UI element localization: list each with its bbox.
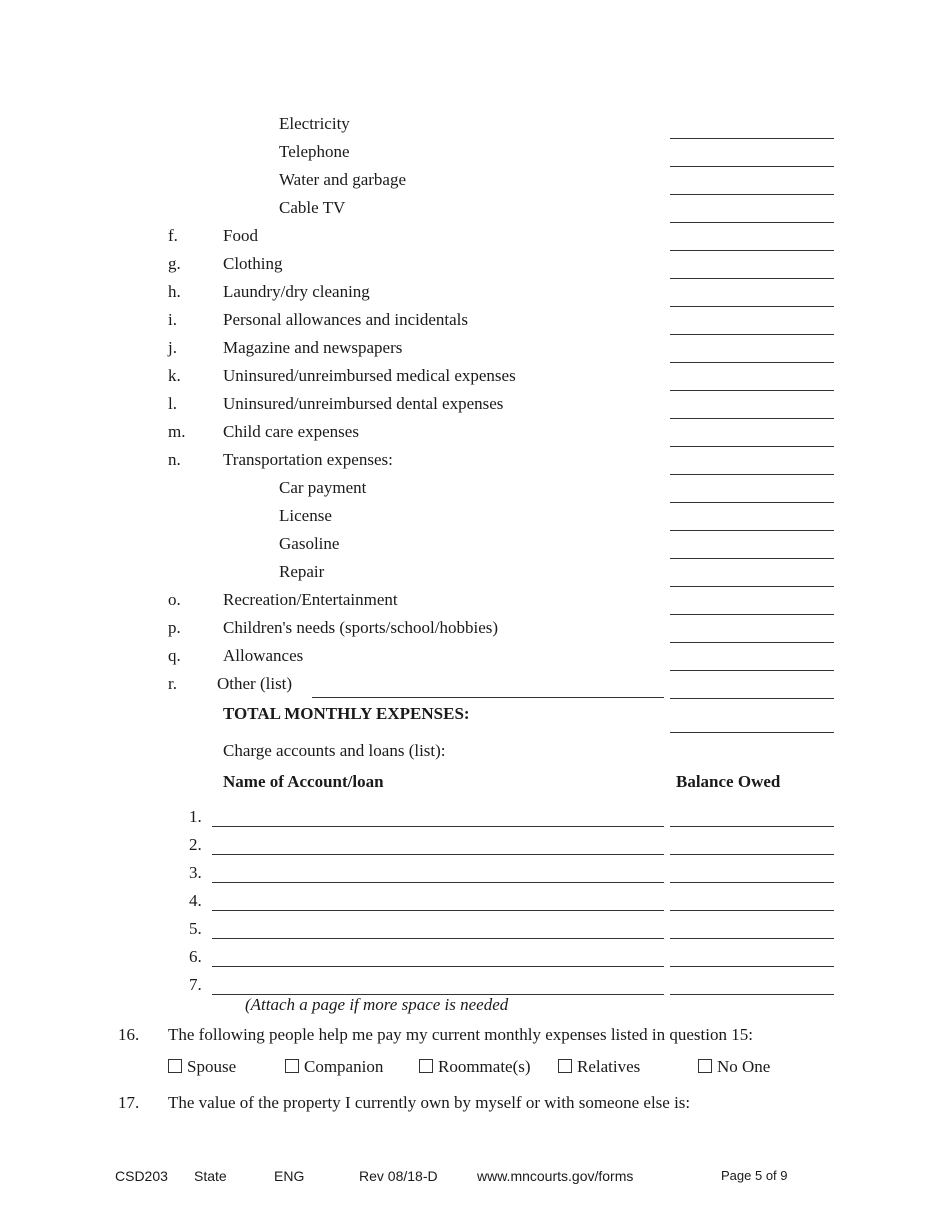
utility-water-label: Water and garbage — [279, 170, 407, 189]
item-laundry-label: Laundry/dry cleaning — [223, 282, 370, 301]
total-monthly-expenses-label: TOTAL MONTHLY EXPENSES: — [223, 704, 470, 723]
loan-name-field[interactable] — [212, 854, 664, 855]
companion-label: Companion — [304, 1057, 384, 1076]
amount-field-telephone[interactable] — [670, 166, 834, 167]
item-personal-label: Personal allowances and incidentals — [223, 310, 469, 329]
loan-balance-field[interactable] — [670, 910, 834, 911]
q16-number: 16. — [118, 1025, 140, 1044]
item-letter: l. — [168, 394, 177, 413]
item-letter: q. — [168, 646, 181, 665]
relatives-label: Relatives — [577, 1057, 641, 1076]
amount-field-repair[interactable] — [670, 586, 834, 587]
item-magazine-label: Magazine and newspapers — [223, 338, 403, 357]
item-dental-label: Uninsured/unreimbursed dental expenses — [223, 394, 504, 413]
loan-name-field[interactable] — [212, 882, 664, 883]
utility-telephone-label: Telephone — [279, 142, 350, 161]
option-spouse[interactable] — [168, 1057, 236, 1077]
loan-balance-field[interactable] — [670, 994, 834, 995]
loan-name-field[interactable] — [212, 910, 664, 911]
amount-field-water[interactable] — [670, 194, 834, 195]
amount-field-personal[interactable] — [670, 334, 834, 335]
spouse-label: Spouse — [187, 1057, 237, 1076]
amount-field-total[interactable] — [670, 732, 834, 733]
q17-text: The value of the property I currently own by myself or with someone else is: — [168, 1093, 691, 1112]
amount-field-recreation[interactable] — [670, 614, 834, 615]
amount-field-childrens-needs[interactable] — [670, 642, 834, 643]
transport-license-label: License — [279, 506, 332, 525]
other-description-field[interactable] — [312, 697, 664, 698]
item-letter: j. — [168, 338, 177, 357]
roommates-label: Roommate(s) — [438, 1057, 531, 1076]
amount-field-other[interactable] — [670, 698, 834, 699]
loan-row-number: 6. — [189, 947, 202, 966]
loan-row-number: 1. — [189, 807, 202, 826]
amount-field-food[interactable] — [670, 250, 834, 251]
footer-language: ENG — [274, 1168, 305, 1184]
option-roommates[interactable] — [419, 1057, 531, 1077]
item-childcare-label: Child care expenses — [223, 422, 359, 441]
no-one-label: No One — [717, 1057, 771, 1076]
amount-field-cable[interactable] — [670, 222, 834, 223]
item-recreation-label: Recreation/Entertainment — [223, 590, 398, 609]
amount-field-magazine[interactable] — [670, 362, 834, 363]
companion-checkbox[interactable] — [285, 1059, 299, 1073]
item-transportation-label: Transportation expenses: — [223, 450, 393, 469]
loan-name-field[interactable] — [212, 826, 664, 827]
item-letter: h. — [168, 282, 181, 301]
footer-form-id: CSD203 — [115, 1168, 168, 1184]
relatives-checkbox[interactable] — [558, 1059, 572, 1073]
loan-row-number: 3. — [189, 863, 202, 882]
item-letter: p. — [168, 618, 181, 637]
loan-balance-field[interactable] — [670, 882, 834, 883]
option-companion[interactable] — [285, 1057, 383, 1077]
amount-field-transportation[interactable] — [670, 474, 834, 475]
no-one-checkbox[interactable] — [698, 1059, 712, 1073]
loan-name-field[interactable] — [212, 966, 664, 967]
footer-url[interactable]: www.mncourts.gov/forms — [477, 1168, 634, 1184]
loans-intro: Charge accounts and loans (list): — [223, 741, 446, 760]
footer-page-number: Page 5 of 9 — [721, 1168, 788, 1183]
loan-balance-field[interactable] — [670, 854, 834, 855]
loan-row-number: 5. — [189, 919, 202, 938]
amount-field-medical[interactable] — [670, 390, 834, 391]
item-letter: o. — [168, 590, 181, 609]
amount-field-license[interactable] — [670, 530, 834, 531]
amount-field-laundry[interactable] — [670, 306, 834, 307]
transport-gasoline-label: Gasoline — [279, 534, 340, 553]
loans-col-name-header: Name of Account/loan — [223, 772, 384, 791]
amount-field-gasoline[interactable] — [670, 558, 834, 559]
loan-name-field[interactable] — [212, 938, 664, 939]
spouse-checkbox[interactable] — [168, 1059, 182, 1073]
item-clothing-label: Clothing — [223, 254, 283, 273]
amount-field-clothing[interactable] — [670, 278, 834, 279]
item-letter: n. — [168, 450, 181, 469]
loan-balance-field[interactable] — [670, 826, 834, 827]
footer-jurisdiction: State — [194, 1168, 227, 1184]
loan-row-number: 2. — [189, 835, 202, 854]
roommates-checkbox[interactable] — [419, 1059, 433, 1073]
item-letter: m. — [168, 422, 186, 441]
utility-electricity-label: Electricity — [279, 114, 350, 133]
q17-number: 17. — [118, 1093, 140, 1112]
amount-field-allowances[interactable] — [670, 670, 834, 671]
item-letter: r. — [168, 674, 177, 693]
loan-balance-field[interactable] — [670, 966, 834, 967]
item-food-label: Food — [223, 226, 258, 245]
loan-balance-field[interactable] — [670, 938, 834, 939]
loan-row-number: 4. — [189, 891, 202, 910]
loan-row-number: 7. — [189, 975, 202, 994]
utility-cable-label: Cable TV — [279, 198, 346, 217]
option-no-one[interactable] — [698, 1057, 770, 1077]
item-letter: k. — [168, 366, 181, 385]
item-other-label: Other (list) — [217, 674, 293, 693]
amount-field-dental[interactable] — [670, 418, 834, 419]
item-allowances-label: Allowances — [223, 646, 304, 665]
attach-page-note: (Attach a page if more space is needed — [245, 995, 509, 1014]
amount-field-car-payment[interactable] — [670, 502, 834, 503]
transport-car-payment-label: Car payment — [279, 478, 367, 497]
item-letter: i. — [168, 310, 177, 329]
item-medical-label: Uninsured/unreimbursed medical expenses — [223, 366, 516, 385]
loans-col-balance-header: Balance Owed — [676, 772, 781, 791]
amount-field-childcare[interactable] — [670, 446, 834, 447]
amount-field-electricity[interactable] — [670, 138, 834, 139]
item-letter: g. — [168, 254, 181, 273]
footer-revision: Rev 08/18-D — [359, 1168, 438, 1184]
item-letter: f. — [168, 226, 178, 245]
q16-text: The following people help me pay my current monthly expenses listed in question 15: — [168, 1025, 753, 1044]
transport-repair-label: Repair — [279, 562, 325, 581]
option-relatives[interactable] — [558, 1057, 640, 1077]
item-childrens-needs-label: Children's needs (sports/school/hobbies) — [223, 618, 499, 637]
